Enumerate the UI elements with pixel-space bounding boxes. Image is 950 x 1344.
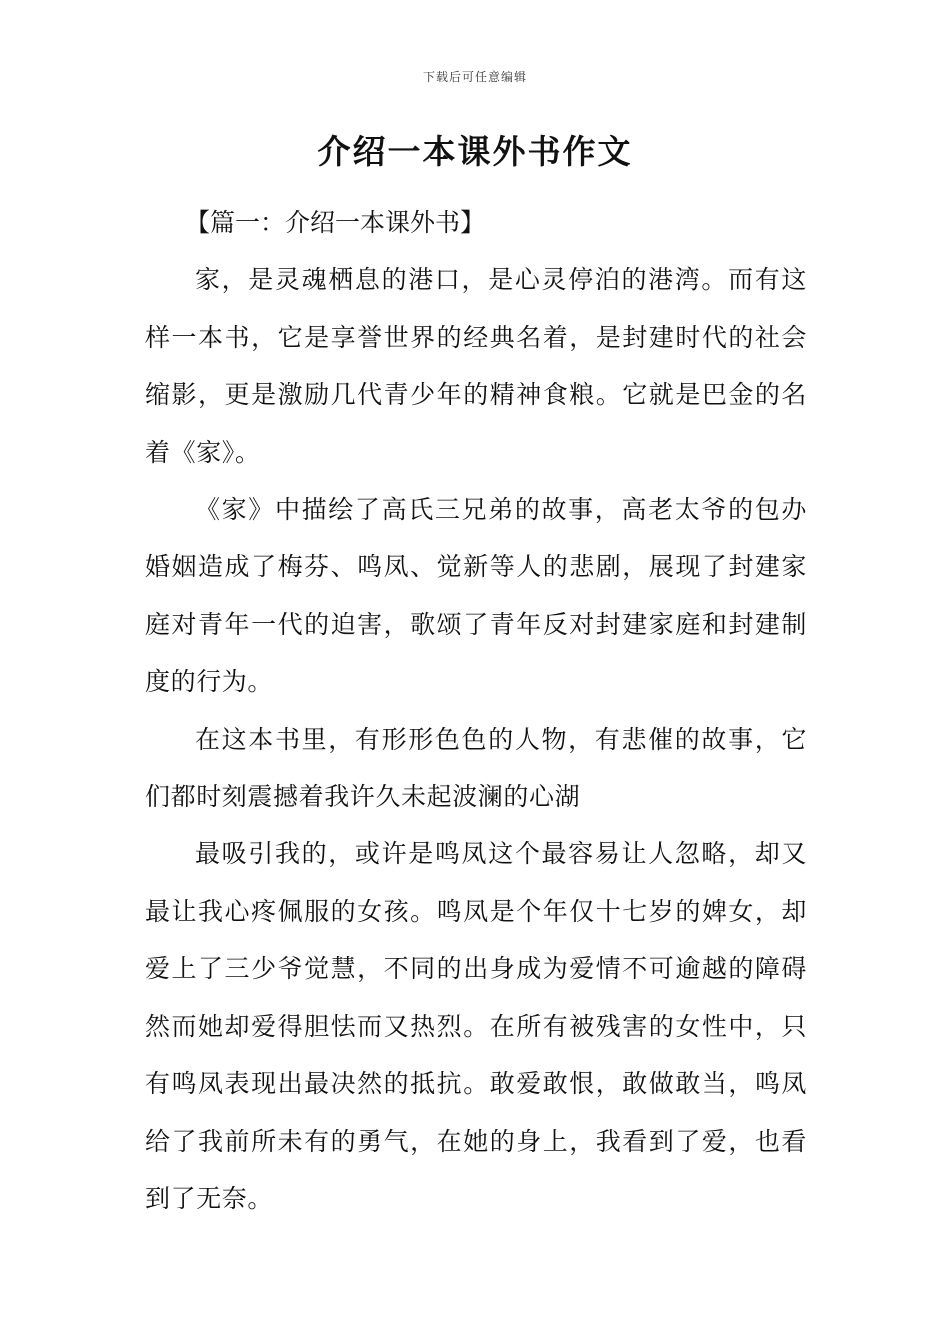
document-title: 介绍一本课外书作文 [317, 132, 633, 171]
document-body [145, 194, 807, 1227]
header-note: 下载后可任意编辑 [422, 70, 527, 84]
paragraph-1: 家，是灵魂栖息的港口，是心灵停泊的港湾。而有这样一本书，它是享誉世界的经典名着，是封建时代的社会缩影，更是激励几代青少年的精神食粮。它就是巴金的名着《家》。 [145, 265, 807, 467]
section-heading: 【篇一：介绍一本课外书】 [185, 208, 486, 237]
paragraph-2: 《家》中描绘了高氏三兄弟的故事，高老太爷的包办婚姻造成了梅芬、鸣凤、觉新等人的悲剧，展现了封建家庭对青年一代的迫害，歌颂了青年反对封建家庭和封建制度的行为。 [145, 495, 807, 697]
paragraph-3: 在这本书里，有形形色色的人物，有悲催的故事，它们都时刻震撼着我许久未起波澜的心湖 [145, 724, 807, 812]
paragraph-4: 最吸引我的，或许是鸣凤这个最容易让人忽略，却又最让我心疼佩服的女孩。鸣凤是个年仅十七岁的婢女，却爱上了三少爷觉慧，不同的出身成为爱情不可逾越的障碍然而她却爱得胆怯而又热烈。在所有被残害的女性中，只有鸣凤表现出最决然的抵抗。敢爱敢恨，敢做敢当，鸣凤给了我前所未有的勇气，在她的身上，我看到了爱，也看到了无奈。 [145, 839, 807, 1213]
